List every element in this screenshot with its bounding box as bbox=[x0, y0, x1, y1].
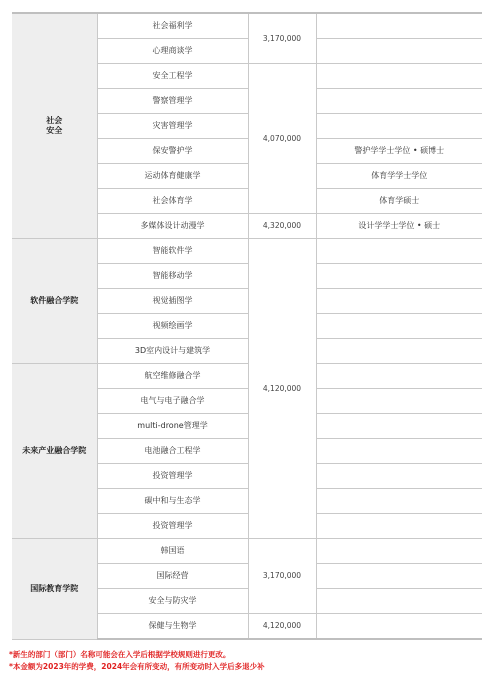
tuition-table bbox=[12, 12, 482, 640]
degree-cell bbox=[316, 414, 482, 439]
major-cell: 多媒体设计动漫学 bbox=[97, 214, 248, 239]
major-cell: 视觉插图学 bbox=[97, 289, 248, 314]
degree-cell bbox=[316, 614, 482, 640]
department-cell: 国际教育学院 bbox=[12, 539, 97, 640]
major-cell: 3D室内设计与建筑学 bbox=[97, 339, 248, 364]
major-cell: 碳中和与生态学 bbox=[97, 489, 248, 514]
department-name: 社会 安全 bbox=[46, 116, 63, 135]
degree-cell: 警护学学士学位 • 硕博士 bbox=[316, 139, 482, 164]
fee-cell: 4,120,000 bbox=[248, 239, 316, 539]
degree-cell bbox=[316, 564, 482, 589]
degree-cell: 体育学学士学位 bbox=[316, 164, 482, 189]
degree-cell bbox=[316, 589, 482, 614]
degree-cell bbox=[316, 539, 482, 564]
major-cell: 智能软件学 bbox=[97, 239, 248, 264]
major-cell: 投资管理学 bbox=[97, 514, 248, 539]
major-cell: 警察管理学 bbox=[97, 89, 248, 114]
department-cell bbox=[12, 13, 97, 239]
major-cell: 智能移动学 bbox=[97, 264, 248, 289]
major-cell: 视频绘画学 bbox=[97, 314, 248, 339]
major-cell: 安全工程学 bbox=[97, 64, 248, 89]
degree-cell bbox=[316, 39, 482, 64]
fee-cell: 4,120,000 bbox=[248, 614, 316, 640]
degree-cell bbox=[316, 514, 482, 539]
degree-cell: 设计学学士学位 • 硕士 bbox=[316, 214, 482, 239]
degree-cell bbox=[316, 114, 482, 139]
major-cell: 保健与生物学 bbox=[97, 614, 248, 640]
degree-cell bbox=[316, 339, 482, 364]
department-cell: 软件融合学院 bbox=[12, 239, 97, 364]
major-cell: 灾害管理学 bbox=[97, 114, 248, 139]
degree-cell: 体育学硕士 bbox=[316, 189, 482, 214]
major-cell: 社会体育学 bbox=[97, 189, 248, 214]
footnote: *本金额为2023年的学费，2024年会有所变动，有所变动时入学后多退少补 bbox=[9, 662, 265, 671]
major-cell: 国际经营 bbox=[97, 564, 248, 589]
degree-cell bbox=[316, 439, 482, 464]
degree-cell bbox=[316, 13, 482, 39]
major-cell: 社会福利学 bbox=[97, 13, 248, 39]
degree-cell bbox=[316, 364, 482, 389]
major-cell: 保安警护学 bbox=[97, 139, 248, 164]
fee-cell: 3,170,000 bbox=[248, 539, 316, 614]
degree-cell bbox=[316, 89, 482, 114]
table-row bbox=[12, 539, 482, 564]
major-cell: 韩国语 bbox=[97, 539, 248, 564]
degree-cell bbox=[316, 289, 482, 314]
major-cell: 心理商谈学 bbox=[97, 39, 248, 64]
table-row bbox=[12, 239, 482, 264]
footnotes bbox=[9, 649, 489, 673]
table-row bbox=[12, 13, 482, 39]
degree-cell bbox=[316, 464, 482, 489]
fee-cell: 4,320,000 bbox=[248, 214, 316, 239]
degree-cell bbox=[316, 264, 482, 289]
footnote: *新生的部门（部门）名称可能会在入学后根据学校规则进行更改。 bbox=[9, 650, 231, 659]
degree-cell bbox=[316, 489, 482, 514]
degree-cell bbox=[316, 64, 482, 89]
degree-cell bbox=[316, 314, 482, 339]
major-cell: 电气与电子融合学 bbox=[97, 389, 248, 414]
major-cell: 电池融合工程学 bbox=[97, 439, 248, 464]
table-row bbox=[12, 364, 482, 389]
fee-cell: 4,070,000 bbox=[248, 64, 316, 214]
major-cell: 投资管理学 bbox=[97, 464, 248, 489]
major-cell: multi-drone管理学 bbox=[97, 414, 248, 439]
degree-cell bbox=[316, 239, 482, 264]
major-cell: 安全与防灾学 bbox=[97, 589, 248, 614]
major-cell: 运动体育健康学 bbox=[97, 164, 248, 189]
department-cell: 未来产业融合学院 bbox=[12, 364, 97, 539]
fee-cell: 3,170,000 bbox=[248, 13, 316, 64]
major-cell: 航空维修融合学 bbox=[97, 364, 248, 389]
degree-cell bbox=[316, 389, 482, 414]
